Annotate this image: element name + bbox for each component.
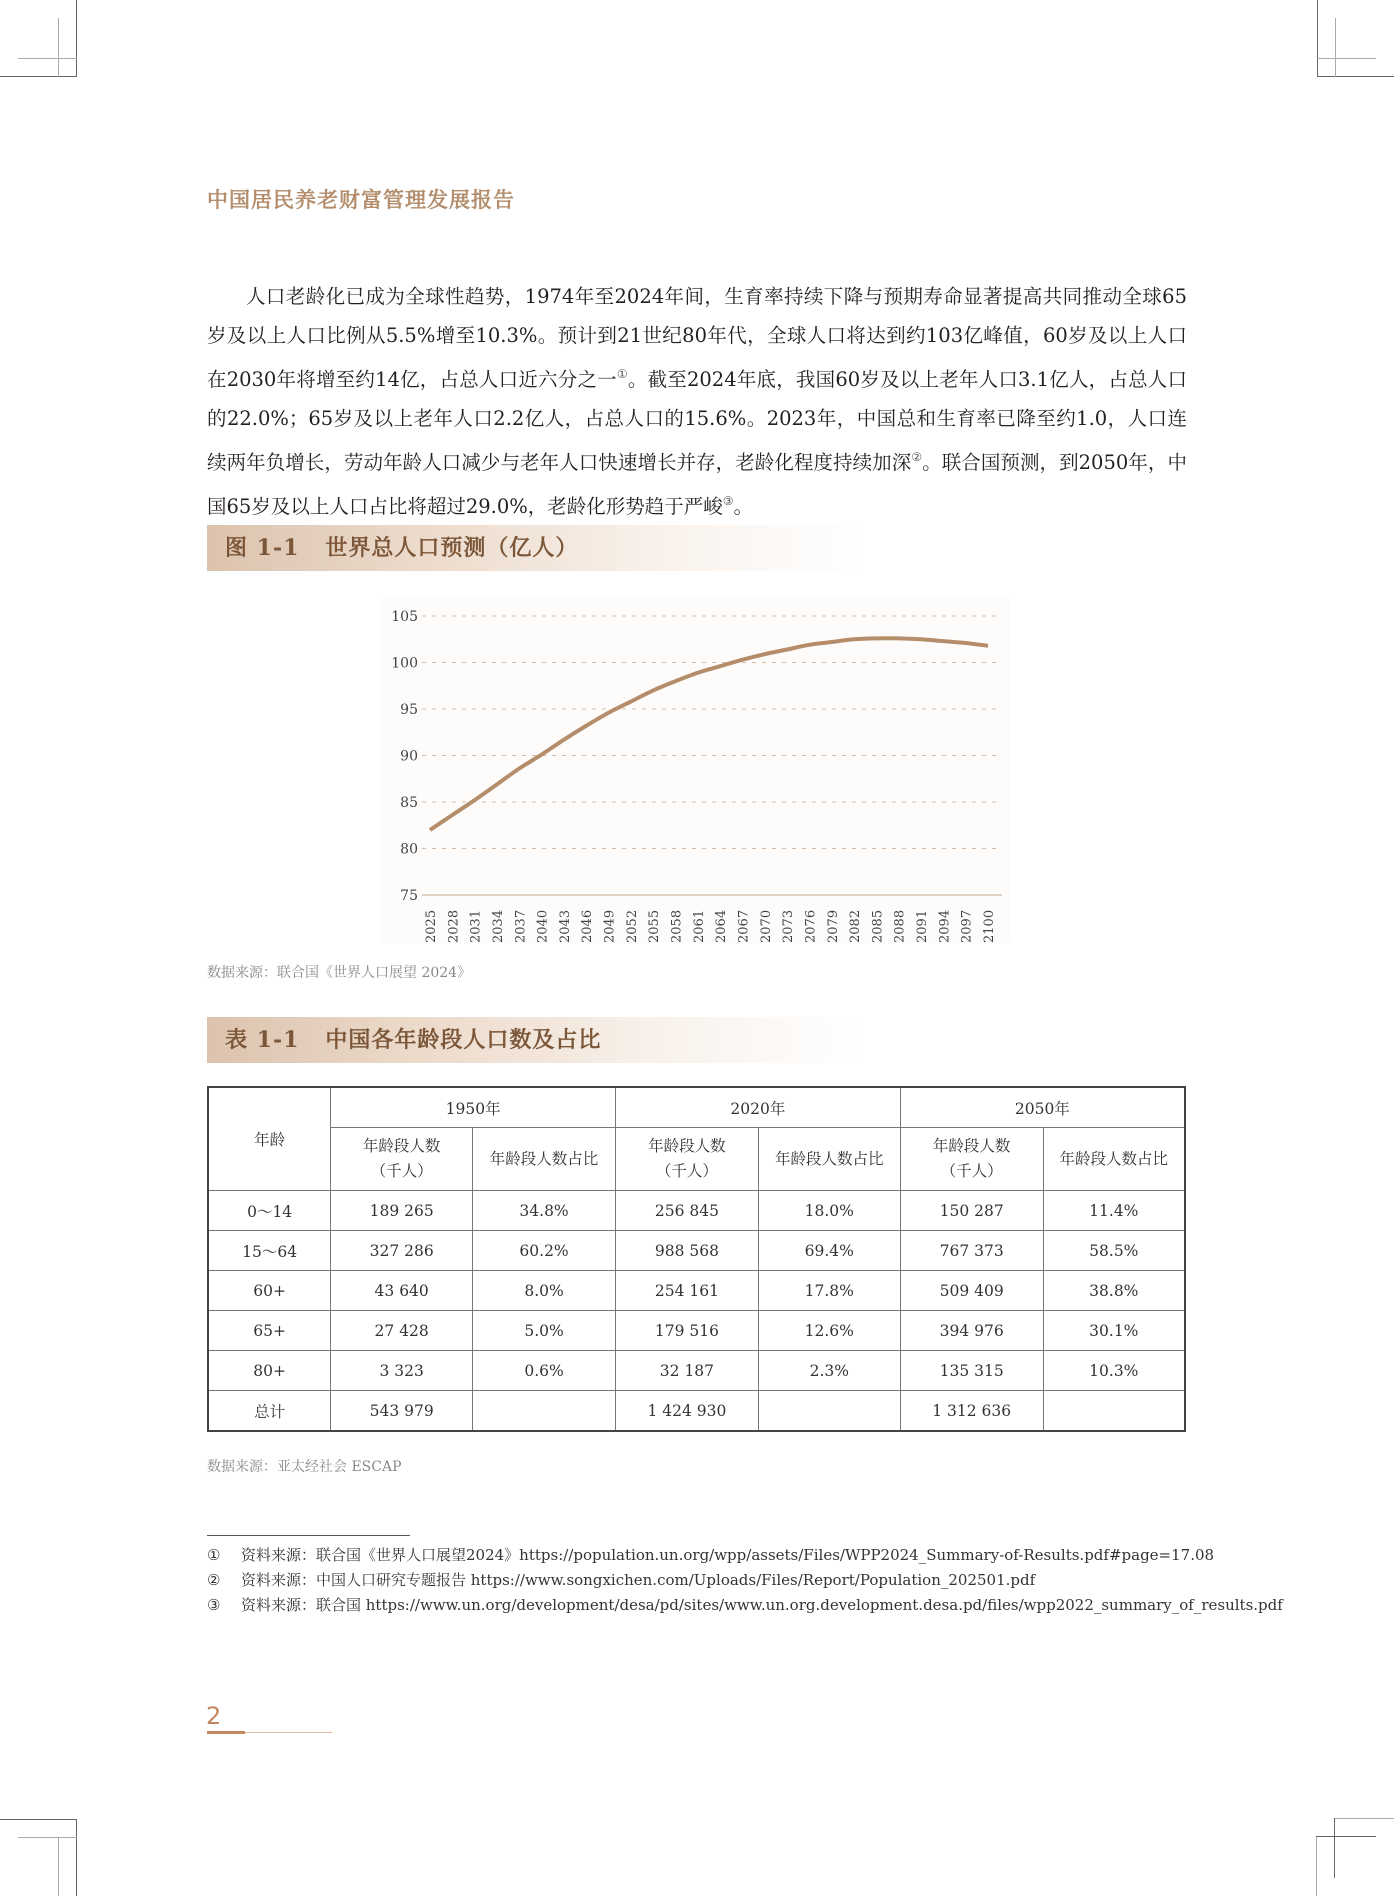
header-count-1950: 年龄段人数 （千人） [331,1128,473,1191]
header-age: 年龄 [208,1087,331,1191]
header-year-1950: 1950年 [331,1087,616,1128]
x-tick-label: 2043 [557,909,573,943]
header-share-2050: 年龄段人数占比 [1043,1128,1185,1191]
page-number: 2 [206,1702,222,1730]
y-tick-label: 100 [391,655,418,672]
footnote-ref-1[interactable]: ① [616,367,628,381]
y-tick-label: 95 [400,702,418,718]
footnote-3: ③ 资料来源：联合国 https://www.un.org/development/desa/pd/sites/www.un.org.development.desa.pd/files/wpp2022_summary_of_results.pdf [207,1596,1283,1614]
x-tick-label: 2052 [624,909,640,943]
footnote-2: ② 资料来源：中国人口研究专题报告 https://www.songxichen.com/Uploads/Files/Report/Population_202501.pdf [207,1571,1036,1589]
age-population-table [207,1086,1186,1432]
figure-title: 世界总人口预测（亿人） [325,535,579,561]
x-tick-label: 2037 [513,909,529,943]
chart-canvas [380,598,1010,943]
x-tick-label: 2049 [602,909,618,943]
x-tick-label: 2064 [714,909,730,943]
figure-source: 数据来源：联合国《世界人口展望 2024》 [207,965,472,981]
header-year-2050: 2050年 [900,1087,1185,1128]
x-tick-label: 2091 [915,909,931,943]
y-tick-label: 85 [400,795,418,811]
figure-number: 图 1-1 [225,535,300,561]
page-number-accent [207,1731,245,1734]
x-tick-label: 2073 [781,909,797,943]
footnotes [207,1543,1283,1618]
population-line [430,638,988,830]
y-tick-label: 80 [400,841,418,858]
footnote-divider [207,1535,410,1536]
table-source: 数据来源：亚太经社会 ESCAP [207,1459,402,1475]
x-tick-label: 2067 [736,909,752,943]
x-tick-label: 2085 [870,909,886,943]
header-share-1950: 年龄段人数占比 [473,1128,616,1191]
table-title-banner [207,1017,863,1063]
x-tick-label: 2025 [424,909,439,943]
header-share-2020: 年龄段人数占比 [758,1128,900,1191]
body-text-1: 人口老龄化已成为全球性趋势，1974年至2024年间，生育率持续下降与预期寿命显著提高共同推动全球65岁及以上人口比例从5.5%增至10.3%。预计到21世纪80年代，全球人口将达到约103亿峰值，60岁及以上人口在2030年将增至约14亿，占总人口近六分之一 [207,285,1187,391]
y-tick-label: 75 [400,888,418,904]
header-year-2020: 2020年 [615,1087,900,1128]
footnote-1: ① 资料来源：联合国《世界人口展望2024》https://population.un.org/wpp/assets/Files/WPP2024_Summary-of-Results.pdf#page=17.08 [207,1546,1215,1564]
footnote-ref-2[interactable]: ② [911,450,923,464]
x-tick-label: 2100 [982,909,997,943]
table-row: 65+ 27 428 5.0% 179 516 12.6% 394 976 30.1% [208,1311,1185,1351]
body-text-3: 。联合国预测，到2050年，中国65岁及以上人口占比将超过29.0%，老龄化形势趋于严峻 [207,451,1187,518]
table-title: 中国各年龄段人口数及占比 [325,1027,602,1053]
x-tick-label: 2058 [669,909,685,943]
x-tick-label: 2076 [803,909,819,943]
body-text-4: 。 [733,495,754,518]
table-row: 60+ 43 640 8.0% 254 161 17.8% 509 409 38.8% [208,1271,1185,1311]
running-head: 中国居民养老财富管理发展报告 [207,187,515,212]
x-tick-label: 2031 [468,909,484,943]
y-tick-label: 105 [391,609,418,625]
header-count-2020: 年龄段人数 （千人） [615,1128,758,1191]
x-tick-label: 2046 [580,909,596,943]
x-tick-label: 2082 [848,909,864,943]
x-tick-label: 2055 [647,909,663,943]
x-tick-label: 2097 [959,909,975,943]
body-paragraph [207,277,1187,526]
figure-title-banner [207,525,863,571]
x-tick-label: 2061 [691,909,707,943]
body-text-2: 。截至2024年底，我国60岁及以上老年人口3.1亿人，占总人口的22.0%；65岁及以上老年人口2.2亿人，占总人口的15.6%。2023年，中国总和生育率已降至约1.0，人口连续两年负增长，劳动年龄人口减少与老年人口快速增长并存，老龄化程度持续加深 [207,368,1187,474]
header-count-2050: 年龄段人数 （千人） [900,1128,1043,1191]
table-number: 表 1-1 [225,1027,300,1053]
y-tick-label: 90 [400,748,418,765]
table-row: 15～64 327 286 60.2% 988 568 69.4% 767 373 58.5% [208,1231,1185,1271]
population-line-chart [380,598,1010,943]
x-tick-label: 2034 [490,909,506,943]
x-tick-label: 2088 [892,909,908,943]
x-tick-label: 2079 [825,909,841,943]
x-tick-label: 2094 [937,909,953,943]
footnote-ref-3[interactable]: ③ [722,494,734,508]
table-row: 0～14 189 265 34.8% 256 845 18.0% 150 287 11.4% [208,1191,1185,1231]
table-row-total: 总计 543 979 1 424 930 1 312 636 [208,1391,1185,1432]
x-tick-label: 2040 [535,909,551,943]
table-row: 80+ 3 323 0.6% 32 187 2.3% 135 315 10.3% [208,1351,1185,1391]
x-tick-label: 2070 [758,909,774,943]
x-tick-label: 2028 [446,909,462,943]
